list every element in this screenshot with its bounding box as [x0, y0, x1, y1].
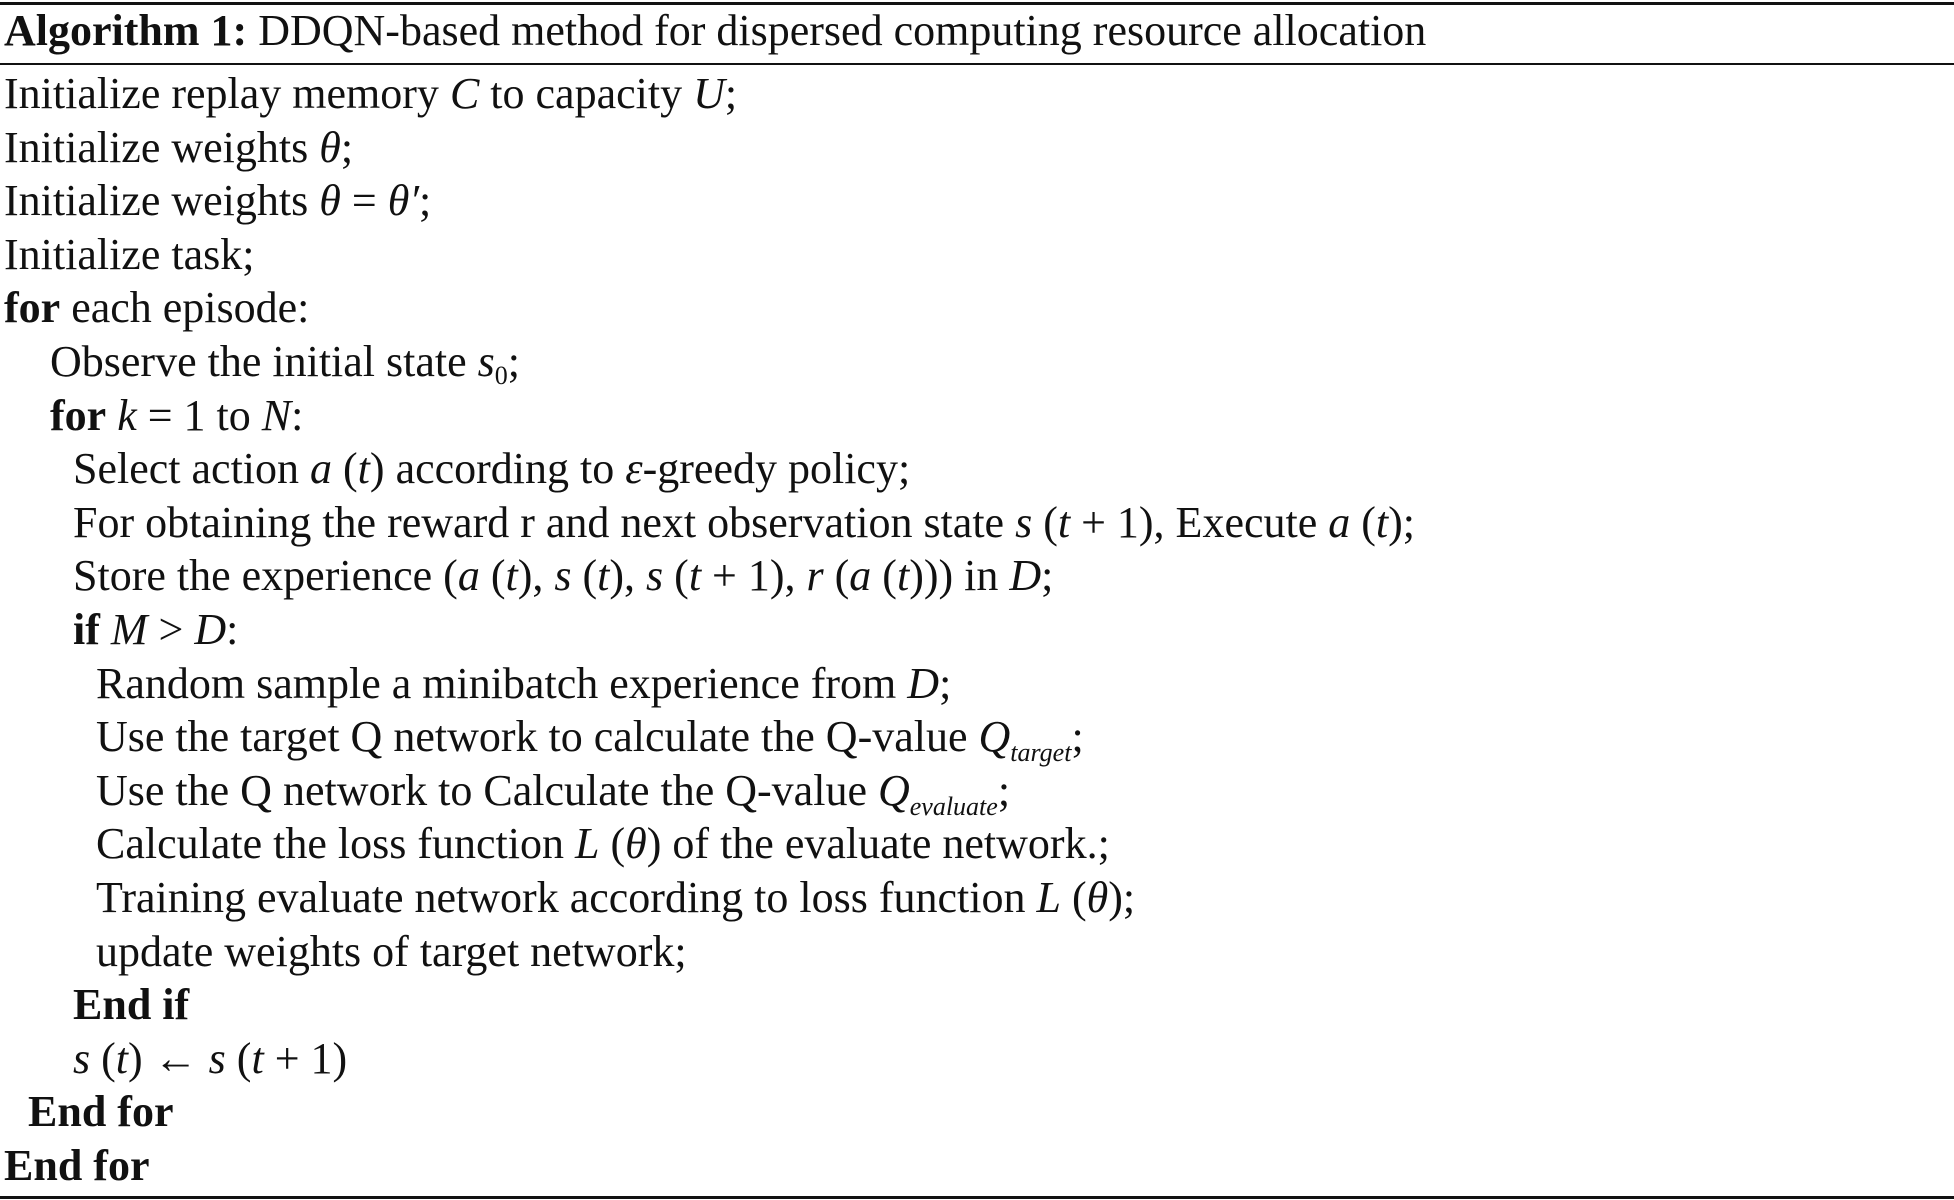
- algo-line-5: for each episode:: [4, 283, 310, 333]
- algo-line-1: Initialize replay memory C to capacity U;: [4, 69, 738, 118]
- algo-line-15: Calculate the loss function L (θ) of the evaluate network.;: [96, 819, 1110, 869]
- algo-line-2: Initialize weights θ;: [4, 122, 354, 172]
- header-rule: [0, 63, 1954, 65]
- algo-line-3: Initialize weights θ = θ′;: [4, 176, 432, 226]
- algo-line-10: Store the experience (a (t), s (t), s (t + 1), r (a (t))) in D;: [73, 551, 1054, 601]
- algo-line-18: [73, 979, 189, 1031]
- keyword-if: if: [73, 605, 100, 654]
- algorithm-title: [4, 5, 1426, 57]
- algorithm-label: Algorithm 1:: [4, 6, 248, 55]
- algo-line-4: Initialize task;: [4, 229, 255, 279]
- algo-line-16: Training evaluate network according to loss function L (θ);: [96, 873, 1136, 922]
- algorithm-title-text: DDQN-based method for dispersed computing resource allocation: [258, 6, 1427, 55]
- algo-line-14: Use the Q network to Calculate the Q-value $Q_{evaluate}$;: [96, 765, 1011, 821]
- algo-line-19: s (t) ← s (t + 1): [73, 1033, 348, 1083]
- keyword-for: for: [4, 283, 61, 333]
- algo-line-12: Random sample a minibatch experience from D;: [96, 658, 952, 708]
- algo-line-8: Select action a (t) according to ε-greedy policy;: [73, 444, 911, 494]
- algo-line-9: For obtaining the reward r and next observation state s (t + 1), Execute a (t);: [73, 497, 1416, 547]
- algo-line-7: for k = 1 to N:: [50, 390, 304, 440]
- algo-line-11: if M > D:: [73, 605, 239, 654]
- bottom-rule: [0, 1196, 1954, 1199]
- algo-line-20: [28, 1086, 173, 1138]
- algo-line-21: [4, 1140, 149, 1192]
- keyword-for: for: [50, 390, 107, 440]
- algo-line-13: Use the target Q network to calculate the Q-value $Q_{target}$;: [96, 712, 1084, 768]
- algo-line-6: Observe the initial state $s_0$;: [50, 337, 521, 390]
- keyword-end-for: End for: [4, 1141, 150, 1190]
- keyword-end-if: End if: [73, 980, 190, 1030]
- algo-line-17: update weights of target network;: [96, 926, 687, 976]
- keyword-end-for: End for: [28, 1087, 174, 1137]
